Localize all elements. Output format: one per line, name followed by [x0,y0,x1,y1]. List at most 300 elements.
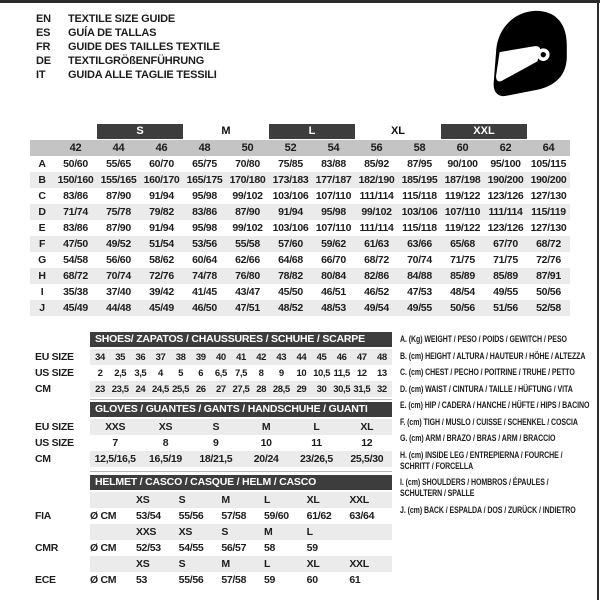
helmet-standard-row [35,572,392,588]
value-cell: 71/75 [493,254,518,266]
language-list [36,12,220,82]
language-label: GUÍA DE TALLAS [68,27,157,39]
value-cell: 30,5 [333,383,351,395]
size-number: 42 [69,142,82,154]
size-group-row [30,124,570,139]
language-row [36,12,220,26]
value-cell: 111/114 [359,222,394,234]
value-cell: 60 [306,574,318,586]
value-cell: 35/38 [63,286,88,298]
value-cell: S [221,526,229,538]
value-cell: 65/75 [192,158,217,170]
value-cell: XXL [349,494,369,506]
value-cell: 65/68 [450,238,475,250]
value-cell: 115/118 [402,190,437,202]
row-letter: I [40,286,44,298]
value-cell: XL [306,494,320,506]
value-cell: 27 [215,383,226,395]
table-row [35,419,392,435]
value-cell: XS [158,421,173,433]
value-cell: 40 [215,351,226,363]
value-cell: 66/70 [321,254,346,266]
value-cell: 9 [278,367,284,379]
row-letter: A [38,158,46,170]
size-number: 58 [413,142,426,154]
size-number: 54 [327,142,340,154]
value-cell: 54/55 [178,542,204,554]
value-cell: 70/74 [106,270,131,282]
value-cell: 115/118 [402,222,437,234]
helmet-icon [487,8,571,108]
value-cell: 70/74 [407,254,432,266]
value-cell: 155/165 [100,174,137,186]
row-label: ECE [35,574,56,586]
value-cell: XL [360,421,374,433]
helmet-standard-row [35,508,392,524]
value-cell: 165/175 [186,174,223,186]
legend-item: B. (cm) HEIGHT / ALTURA / HAUTEUR / HÖHE / ALTEZZA [400,350,586,361]
size-number: 46 [155,142,168,154]
value-cell: XS [136,558,150,570]
value-cell: XXL [349,558,369,570]
value-cell: 99/102 [361,206,392,218]
value-cell: 9 [213,437,219,449]
value-cell: 78/82 [278,270,303,282]
value-cell: 46 [336,351,347,363]
value-cell: 58/62 [149,254,174,266]
value-cell: 56/60 [106,254,131,266]
value-cell: 47/53 [407,286,432,298]
value-cell: 55/58 [235,238,260,250]
value-cell: 45 [316,351,327,363]
value-cell: 63/64 [349,510,375,522]
value-cell: S [178,494,186,506]
legend-item: G. (cm) ARM / BRAZO / BRAS / ARM / BRACCIO [400,433,556,443]
size-number: 64 [542,142,555,154]
value-cell: 50/56 [450,302,475,314]
value-cell: 28,5 [272,383,290,395]
value-cell: 127/130 [530,222,567,234]
shoes-section-title: SHOES/ ZAPATOS / CHAUSSURES / SCHUHE / SCARPE [90,332,392,347]
value-cell: 48/53 [321,302,346,314]
value-cell: 95/98 [192,222,217,234]
value-cell: 79/82 [149,206,174,218]
value-cell: 3,5 [134,367,147,379]
row-letter: J [39,302,45,314]
value-cell: 24 [135,383,146,395]
value-cell: 54/58 [63,254,88,266]
row-label: CM [35,453,51,465]
value-cell: 107/110 [315,222,352,234]
value-cell: 99/102 [232,222,263,234]
measurement-row-g [30,252,570,268]
value-cell: 25,5 [172,383,190,395]
table-row [35,365,392,381]
value-cell: 80/84 [321,270,346,282]
measurement-row-d [30,204,570,220]
value-cell: 23,5 [111,383,129,395]
value-cell: 61/62 [306,510,332,522]
size-number: 62 [499,142,512,154]
helmet-size-row [35,492,392,508]
value-cell: 52/53 [136,542,161,554]
shoes-table [35,332,392,397]
value-cell: 24,5 [152,383,169,395]
value-cell: 111/114 [488,206,523,218]
row-letter: C [38,190,46,202]
value-cell: 2,5 [114,367,127,379]
value-cell: 23 [95,383,105,395]
size-number: 44 [112,142,125,154]
measurement-row-a [30,156,570,172]
measurement-row-b [30,172,570,188]
row-label: US SIZE [35,437,74,449]
size-group-l: L [269,124,355,139]
value-cell: 68/72 [536,238,561,250]
row-values [90,572,392,588]
value-cell: 47 [356,351,367,363]
value-cell: 38 [175,351,186,363]
language-row [36,40,220,54]
value-cell: 127/130 [530,190,567,202]
size-number: 56 [370,142,383,154]
value-cell: 49/54 [364,302,389,314]
size-group-xxl: XXL [441,124,527,139]
value-cell: 95/98 [321,206,346,218]
value-cell: 63/66 [407,238,432,250]
value-cell: 53 [136,574,148,586]
value-cell: 67/70 [493,238,518,250]
value-cell: 8 [258,367,264,379]
row-values [90,451,392,467]
value-cell: 85/89 [450,270,475,282]
value-cell: S [178,558,186,570]
measurement-legend [400,334,592,521]
value-cell: 58 [264,542,276,554]
value-cell: 48/54 [450,286,475,298]
row-label: EU SIZE [35,421,74,433]
value-cell: Ø CM [90,510,117,522]
value-cell: 103/106 [272,190,309,202]
textile-size-table [30,124,570,316]
language-code: EN [36,13,51,25]
row-letter: D [38,206,46,218]
value-cell: 42 [256,351,267,363]
value-cell: 13 [377,367,387,379]
measurement-row-e [30,220,570,236]
value-cell: 57/58 [221,510,247,522]
top-frame-line [0,0,600,3]
value-cell: 68/72 [364,254,389,266]
value-cell: 28 [256,383,267,395]
value-cell: 32 [377,383,387,395]
value-cell: 74/78 [192,270,217,282]
row-label: FIA [35,510,52,522]
value-cell: 187/198 [444,174,481,186]
row-label: EU SIZE [35,351,74,363]
value-cell: 150/160 [57,174,94,186]
value-cell: L [306,526,313,538]
shoes-rows [35,349,392,397]
legend-item: J. (cm) BACK / ESPALDA / DOS / ZURÜCK / INDIETRO [400,504,576,515]
value-cell: 57/60 [278,238,303,250]
value-cell: 68/72 [63,270,88,282]
row-values [90,556,392,572]
value-cell: M [221,494,230,506]
value-cell: M [264,526,273,538]
value-cell: 82/86 [364,270,389,282]
value-cell: 72/76 [536,254,561,266]
language-code: FR [36,41,51,53]
value-cell: 41/45 [192,286,217,298]
language-label: GUIDE DES TAILLES TEXTILE [68,41,220,53]
value-cell: 70/80 [235,158,260,170]
value-cell: 83/88 [321,158,346,170]
value-cell: 31,5 [353,383,371,395]
measurement-row-f [30,236,570,252]
value-cell: 7,5 [234,367,247,379]
value-cell: 52/58 [536,302,561,314]
value-cell: 87/90 [235,206,260,218]
helmet-table [35,475,392,588]
value-cell: 84/88 [407,270,432,282]
helmet-rows [35,492,392,588]
value-cell: 49/55 [493,286,518,298]
value-cell: 119/122 [444,190,481,202]
value-cell: 55/56 [178,574,204,586]
value-cell: L [264,558,271,570]
value-cell: 49/55 [407,302,432,314]
row-values [90,508,392,524]
value-cell: 53/56 [192,238,217,250]
table-row [35,435,392,451]
value-cell: 91/94 [149,190,174,202]
value-cell: 46/50 [192,302,217,314]
value-cell: 12 [356,367,367,379]
value-cell: 41 [236,351,246,363]
value-cell: 185/195 [401,174,438,186]
value-cell: 59/60 [264,510,289,522]
legend-item: C. (cm) CHEST / PECHO / POITRINE / TRUHE / PETTO [400,367,575,377]
value-cell: 7 [112,437,118,449]
row-label: CMR [35,542,59,554]
language-row [36,26,220,40]
value-cell: 27,5 [232,383,250,395]
row-letter: E [38,222,46,234]
value-cell: M [261,421,271,433]
legend-item: I. (cm) SHOULDERS / HOMBROS / ÉPAULES / SCHULTERN / SPALLE [400,477,549,498]
language-row [36,54,220,68]
separator-line [90,399,392,400]
value-cell: 49/52 [106,238,131,250]
size-group-m: M [221,125,231,137]
shoes-header-row [35,332,392,347]
value-cell: 87/91 [536,270,561,282]
value-cell: 23/26,5 [300,453,333,465]
value-cell: 95/98 [192,190,217,202]
helmet-section-title: HELMET / CASCO / CASQUE / HELM / CASCO [90,475,392,490]
value-cell: 37/40 [106,286,131,298]
size-number: 52 [284,142,297,154]
value-cell: 87/90 [106,190,131,202]
value-cell: L [264,494,271,506]
row-label: US SIZE [35,367,74,379]
value-cell: 59/62 [321,238,346,250]
row-values [90,381,392,397]
value-cell: 47/50 [63,238,88,250]
value-cell: 71/74 [63,206,88,218]
column-header-row [30,140,570,156]
value-cell: 12,5/16,5 [94,453,136,465]
measurement-row-i [30,284,570,300]
value-cell: XL [306,558,320,570]
value-cell: 83/86 [63,222,88,234]
value-cell: 26 [195,383,206,395]
value-cell: 119/122 [444,222,481,234]
row-values [90,435,392,451]
legend-item: A. (Kg) WEIGHT / PESO / POIDS / GEWITCH / PESO [400,334,567,344]
value-cell: 83/86 [63,190,88,202]
value-cell: 6,5 [214,367,227,379]
value-cell: 62/66 [235,254,260,266]
measurement-row-h [30,268,570,284]
value-cell: 39/42 [149,286,174,298]
value-cell: 8 [162,437,169,449]
value-cell: 190/200 [530,174,567,186]
size-number: 50 [241,142,254,154]
value-cell: 85/92 [364,158,389,170]
value-cell: 16,5/19 [149,453,182,465]
value-cell: Ø CM [90,542,117,554]
row-values [90,524,392,540]
value-cell: 37 [155,351,166,363]
value-cell: 75/78 [106,206,131,218]
value-cell: 45/49 [63,302,88,314]
value-cell: 59 [306,542,318,554]
value-cell: M [221,558,230,570]
value-cell: 177/187 [315,174,352,186]
value-cell: 85/89 [493,270,518,282]
row-label: CM [35,383,51,395]
gloves-rows [35,419,392,467]
value-cell: 11,5 [333,367,350,379]
value-cell: 50/60 [63,158,88,170]
separator-line [90,471,392,472]
table-row [35,381,392,397]
legend-item: D. (cm) WAIST / CINTURA / TAILLE / HÜFTUNG / VITA [400,383,573,394]
value-cell: 91/94 [278,206,303,218]
size-number: 60 [456,142,469,154]
value-cell: 59 [264,574,276,586]
value-cell: 55/65 [106,158,131,170]
language-label: GUIDA ALLE TAGLIE TESSILI [68,69,217,81]
value-cell: 95/100 [490,158,521,170]
value-cell: 20/24 [253,453,279,465]
value-cell: 160/170 [143,174,180,186]
helmet-standard-row [35,540,392,556]
value-cell: 29 [296,383,307,395]
value-cell: 60/64 [192,254,217,266]
gloves-section-title: GLOVES / GUANTES / GANTS / HANDSCHUHE / GUANTI [90,402,392,417]
value-cell: Ø CM [90,574,117,586]
value-cell: 45/49 [149,302,174,314]
row-letter: B [38,174,46,186]
value-cell: 72/76 [149,270,174,282]
value-cell: 173/183 [272,174,309,186]
value-cell: 48 [377,351,387,363]
language-code: DE [36,55,51,67]
value-cell: 51/56 [493,302,518,314]
language-code: ES [36,27,51,39]
value-cell: 190/200 [487,174,524,186]
value-cell: 12 [361,437,373,449]
legend-item: E. (cm) HIP / CADERA / HANCHE / HÜFTE / HIPS / BACINO [400,400,590,410]
value-cell: 10,5 [313,367,330,379]
right-frame-line [597,0,599,600]
language-label: TEXTILGRÖßENFÜHRUNG [68,55,205,67]
value-cell: L [313,421,320,433]
row-values [90,540,392,556]
size-group-s: S [97,124,183,139]
helmet-size-row [35,524,392,540]
gloves-header-row [35,402,392,417]
value-cell: 6 [198,367,204,379]
value-cell: XS [136,494,150,506]
value-cell: 57/58 [221,574,247,586]
value-cell: 83/86 [192,206,217,218]
value-cell: 107/110 [315,190,352,202]
row-values [90,419,392,435]
measurement-row-c [30,188,570,204]
row-values [90,492,392,508]
value-cell: 43/47 [235,286,260,298]
value-cell: 2 [97,367,103,379]
value-cell: 46/51 [321,286,346,298]
value-cell: 30 [316,383,327,395]
value-cell: 182/190 [358,174,395,186]
value-cell: 35 [115,351,126,363]
value-cell: 34 [95,351,105,363]
value-cell: 170/180 [229,174,266,186]
value-cell: 18/21,5 [199,453,233,465]
value-cell: 4 [158,367,163,379]
value-cell: 71/75 [450,254,475,266]
value-cell: 87/90 [106,222,131,234]
value-cell: 76/80 [235,270,260,282]
value-cell: 39 [195,351,206,363]
value-cell: 91/94 [149,222,174,234]
value-cell: 45/50 [278,286,303,298]
value-cell: 44 [296,351,307,363]
table-row [35,451,392,467]
value-cell: 103/106 [401,206,438,218]
value-cell: 99/102 [232,190,263,202]
value-cell: S [212,421,220,433]
value-cell: 123/126 [487,190,524,202]
value-cell: 51/54 [149,238,174,250]
value-cell: 48/52 [278,302,303,314]
value-cell: 10 [296,367,307,379]
row-letter: H [38,270,46,282]
row-values [90,365,392,381]
value-cell: 90/100 [447,158,478,170]
value-cell: 50/56 [536,286,561,298]
value-cell: 123/126 [487,222,524,234]
table-row [35,349,392,365]
value-cell: 10 [260,437,272,449]
value-cell: 46/52 [364,286,389,298]
value-cell: 53/54 [136,510,161,522]
